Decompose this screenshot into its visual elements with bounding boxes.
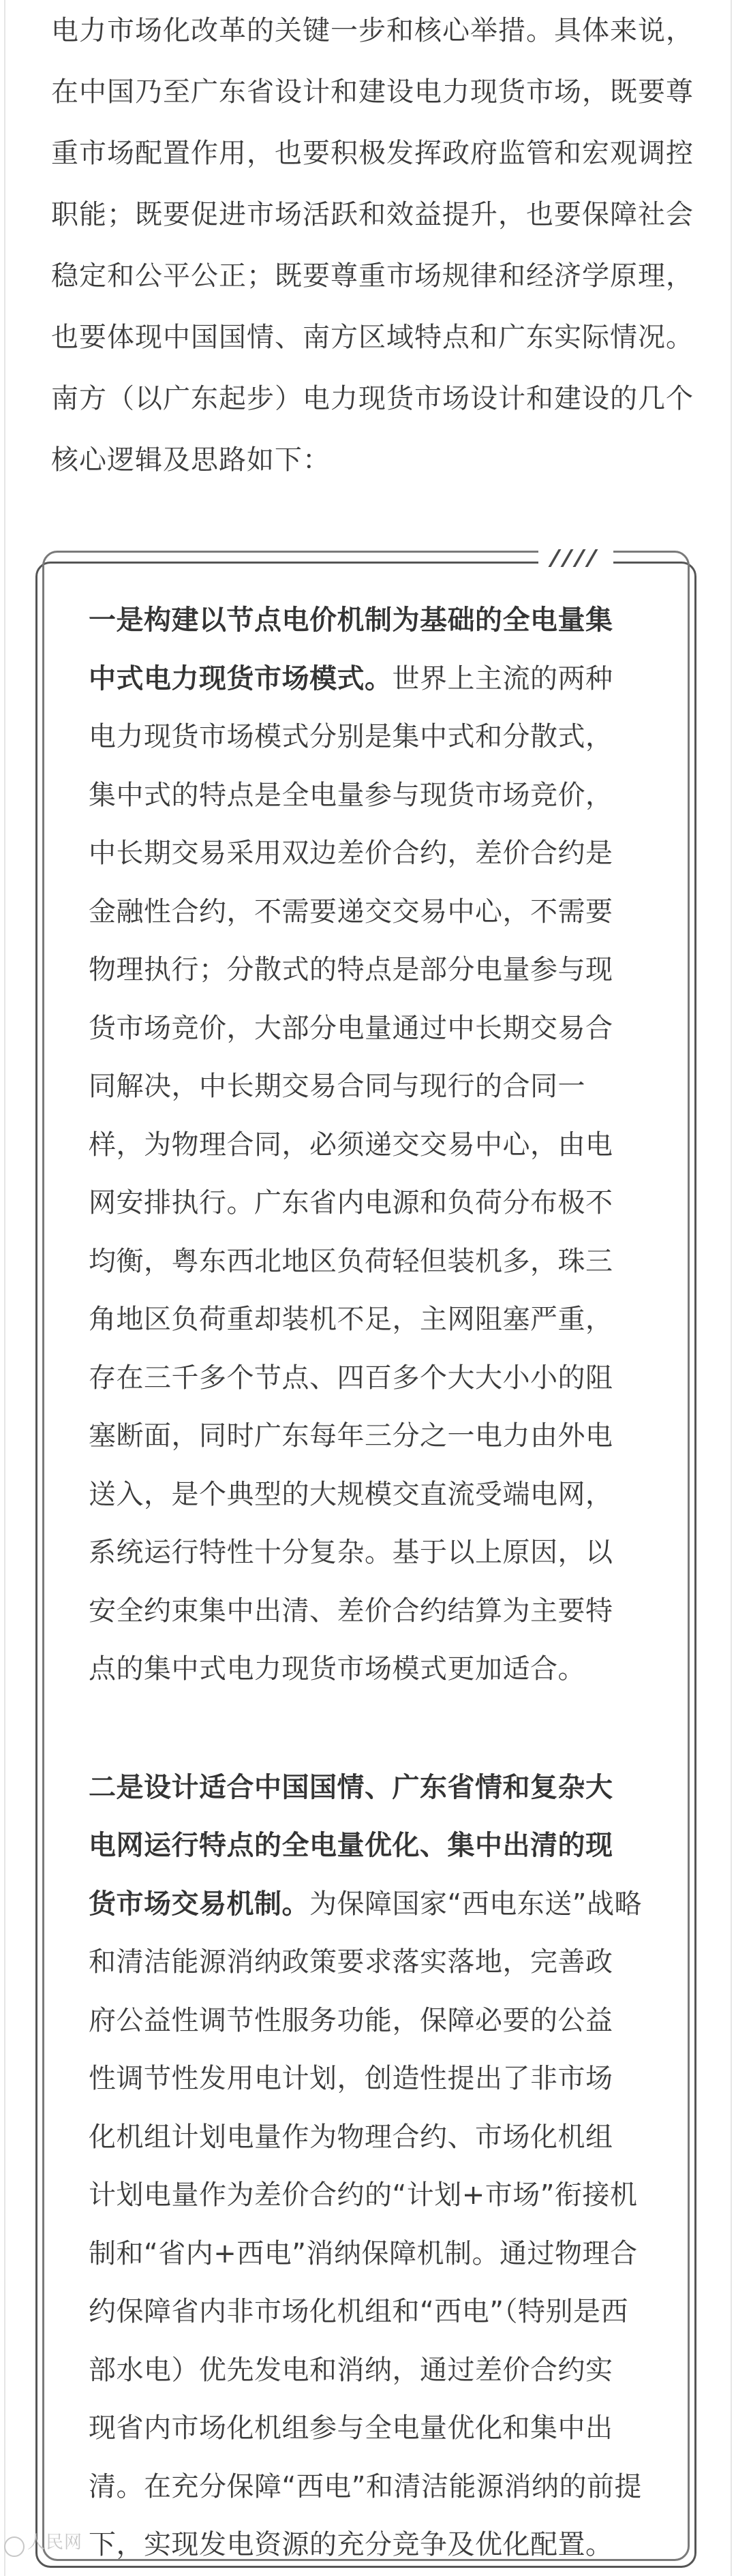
intro-line: 核心逻辑及思路如下： — [51, 444, 331, 476]
paragraph-line: 送入，是个典型的大规模交直流受端电网， — [89, 1478, 613, 1510]
paragraph-line: 制和“省内+西电”消纳保障机制。通过物理合 — [89, 2237, 638, 2269]
intro-line: 也要体现中国国情、南方区域特点和广东实际情况。 — [51, 322, 694, 353]
paragraph-line: 存在三千多个节点、四百多个大大小小的阻 — [89, 1362, 613, 1394]
page-right-border — [731, 0, 732, 2576]
paragraph-line: 货市场竞价，大部分电量通过中长期交易合 — [89, 1012, 613, 1044]
paragraph-line: 部水电）优先发电和消纳，通过差价合约实 — [89, 2354, 613, 2386]
intro-line: 电力市场化改革的关键一步和核心举措。具体来说， — [51, 15, 694, 46]
intro-line: 重市场配置作用，也要积极发挥政府监管和宏观调控 — [51, 138, 694, 169]
paragraph-text: 为保障国家“西电东送”战略 — [309, 1888, 642, 1920]
point-one-paragraph — [89, 592, 658, 1699]
paragraph-line: 塞断面，同时广东每年三分之一电力由外电 — [89, 1420, 613, 1452]
paragraph-line: 中长期交易采用双边差价合约，差价合约是 — [89, 838, 613, 869]
intro-line: 稳定和公平公正；既要尊重市场规律和经济学原理， — [51, 260, 694, 292]
point-two-heading: 货市场交易机制。 — [89, 1888, 309, 1920]
watermark-logo-icon — [4, 2536, 25, 2557]
card-body — [89, 592, 658, 2575]
paragraph-line: 样，为物理合同，必须递交交易中心，由电 — [89, 1129, 613, 1161]
paragraph-line: 现省内市场化机组参与全电量优化和集中出 — [89, 2412, 613, 2444]
point-two-paragraph — [89, 1759, 658, 2575]
paragraph-line: 网安排执行。广东省内电源和负荷分布极不 — [89, 1187, 613, 1218]
paragraph-line: 均衡，粤东西北地区负荷轻但装机多，珠三 — [89, 1245, 613, 1277]
paragraph-line: 角地区负荷重却装机不足，主网阻塞严重， — [89, 1304, 613, 1335]
point-one-heading: 中式电力现货市场模式。 — [89, 662, 393, 694]
intro-line: 在中国乃至广东省设计和建设电力现货市场，既要尊 — [51, 76, 694, 108]
intro-line: 职能；既要促进市场活跃和效益提升，也要保障社会 — [51, 199, 694, 230]
intro-paragraph — [51, 0, 694, 491]
highlight-card — [35, 551, 696, 2568]
paragraph-line: 安全约束集中出清、差价合约结算为主要特 — [89, 1595, 613, 1627]
paragraph-line: 化机组计划电量作为物理合约、市场化机组 — [89, 2121, 613, 2153]
paragraph-line: 系统运行特性十分复杂。基于以上原因，以 — [89, 1537, 613, 1568]
paragraph-line: 集中式的特点是全电量参与现货市场竞价， — [89, 779, 613, 811]
page-left-border — [4, 0, 5, 2576]
paragraph-line: 同解决，中长期交易合同与现行的合同一 — [89, 1071, 585, 1102]
watermark-text: 人民网 — [27, 2532, 83, 2553]
point-two-heading: 二是设计适合中国国情、广东省情和复杂大 — [89, 1771, 613, 1803]
point-two-heading: 电网运行特点的全电量优化、集中出清的现 — [89, 1830, 613, 1861]
paragraph-line: 电力现货市场模式分别是集中式和分散式， — [89, 721, 613, 752]
hatch-decoration — [538, 545, 613, 572]
paragraph-line: 计划电量作为差价合约的“计划+市场”衔接机 — [89, 2179, 638, 2211]
paragraph-line: 下，实现发电资源的充分竞争及优化配置。 — [89, 2529, 613, 2560]
paragraph-line: 清。在充分保障“西电”和清洁能源消纳的前提 — [89, 2470, 642, 2502]
paragraph-text: 世界上主流的两种 — [392, 662, 613, 694]
paragraph-line: 府公益性调节性服务功能，保障必要的公益 — [89, 2004, 613, 2036]
intro-line: 南方（以广东起步）电力现货市场设计和建设的几个 — [51, 383, 694, 414]
paragraph-line: 点的集中式电力现货市场模式更加适合。 — [89, 1653, 585, 1685]
point-one-heading: 一是构建以节点电价机制为基础的全电量集 — [89, 604, 613, 636]
paragraph-line: 物理执行；分散式的特点是部分电量参与现 — [89, 954, 613, 985]
paragraph-line: 性调节性发用电计划，创造性提出了非市场 — [89, 2063, 613, 2094]
paragraph-line: 约保障省内非市场化机组和“西电”（特别是西 — [89, 2296, 628, 2327]
paragraph-line: 和清洁能源消纳政策要求落实落地，完善政 — [89, 1946, 613, 1978]
paragraph-line: 金融性合约，不需要递交交易中心，不需要 — [89, 895, 613, 927]
